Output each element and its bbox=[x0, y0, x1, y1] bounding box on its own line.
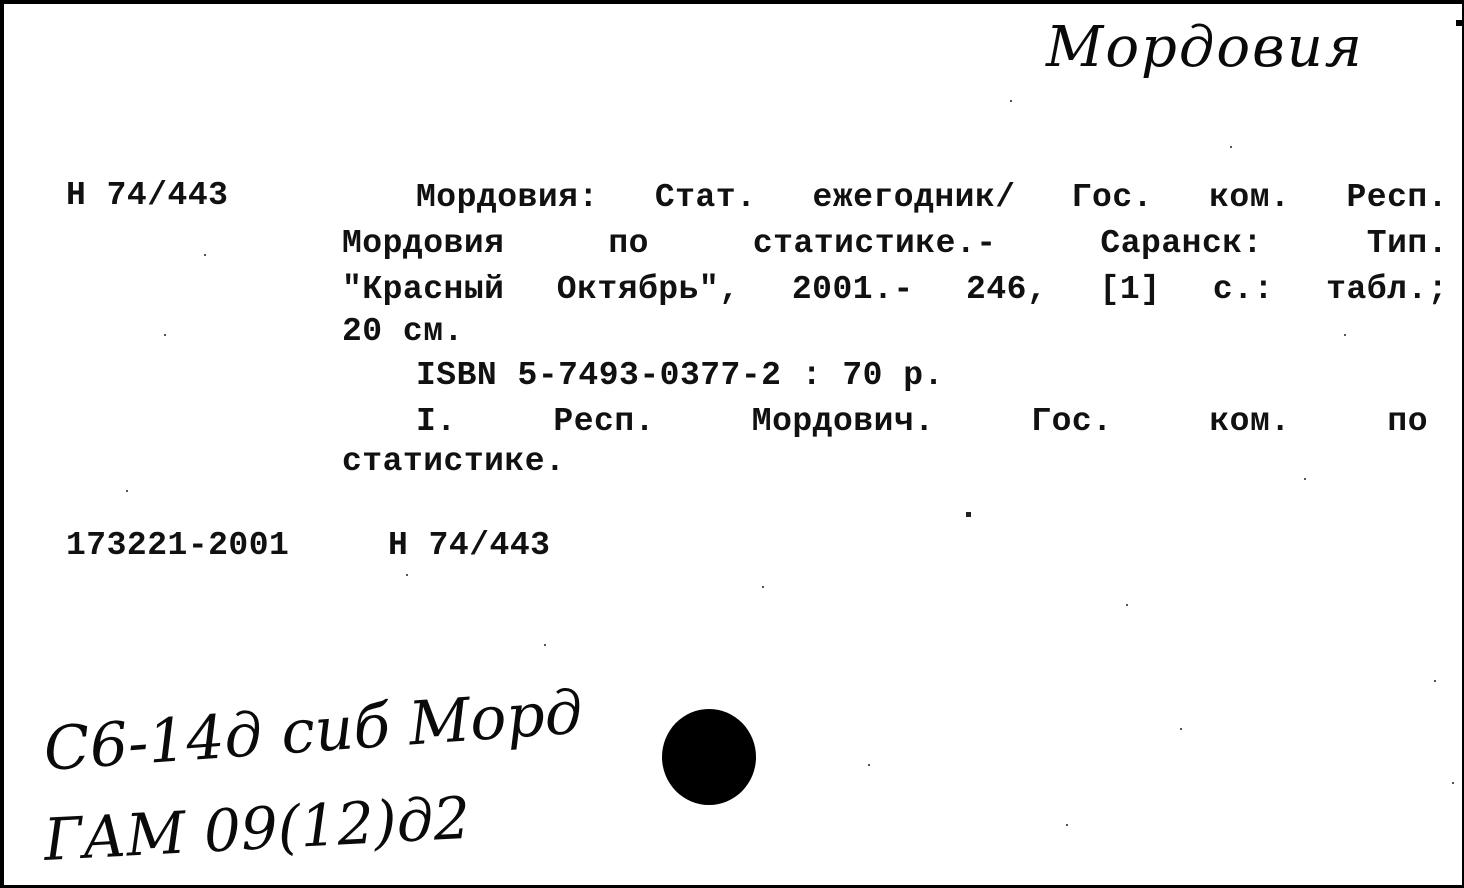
scan-speck bbox=[1456, 20, 1462, 26]
entry-line-4: 20 см. bbox=[342, 313, 464, 350]
shelf-mark: Н 74/443 bbox=[66, 177, 229, 214]
accession-shelf-mark: Н 74/443 bbox=[388, 527, 551, 564]
scan-speck bbox=[406, 574, 408, 576]
scan-speck bbox=[1434, 680, 1436, 682]
added-entry-line-2: статистике. bbox=[342, 443, 566, 480]
scan-speck bbox=[1344, 334, 1346, 336]
scan-speck bbox=[966, 512, 971, 517]
scan-speck bbox=[204, 254, 206, 256]
entry-line-1: Мордовия: Стат. ежегодник/ Гос. ком. Респ. bbox=[416, 179, 1448, 216]
scan-speck bbox=[762, 586, 764, 588]
scan-speck bbox=[1304, 478, 1306, 480]
scan-speck bbox=[544, 644, 546, 646]
scan-speck bbox=[1066, 824, 1068, 826]
isbn-line: ISBN 5-7493-0377-2 : 70 р. bbox=[416, 357, 944, 394]
added-entry-line-1: I. Респ. Мордович. Гос. ком. по bbox=[416, 403, 1428, 440]
scan-speck bbox=[1230, 146, 1232, 148]
accession-number: 173221-2001 bbox=[66, 527, 290, 564]
scan-speck bbox=[1180, 728, 1182, 730]
entry-line-2: Мордовия по статистике.- Саранск: Тип. bbox=[342, 225, 1448, 262]
scan-speck bbox=[164, 334, 166, 336]
handwritten-subject-heading: Мордовия bbox=[1046, 15, 1364, 80]
scan-speck bbox=[1010, 100, 1012, 102]
handwritten-code-line-1: C6-14д сиб Морд bbox=[41, 677, 585, 785]
scan-speck bbox=[868, 764, 870, 766]
scan-speck bbox=[1452, 782, 1454, 784]
punch-hole bbox=[662, 709, 756, 805]
scan-speck bbox=[1126, 604, 1128, 606]
scan-speck bbox=[126, 490, 128, 492]
entry-line-3: "Красный Октябрь", 2001.- 246, [1] с.: табл.; bbox=[342, 271, 1448, 308]
handwritten-code-line-2: ГАМ 09(12)д2 bbox=[42, 783, 472, 874]
